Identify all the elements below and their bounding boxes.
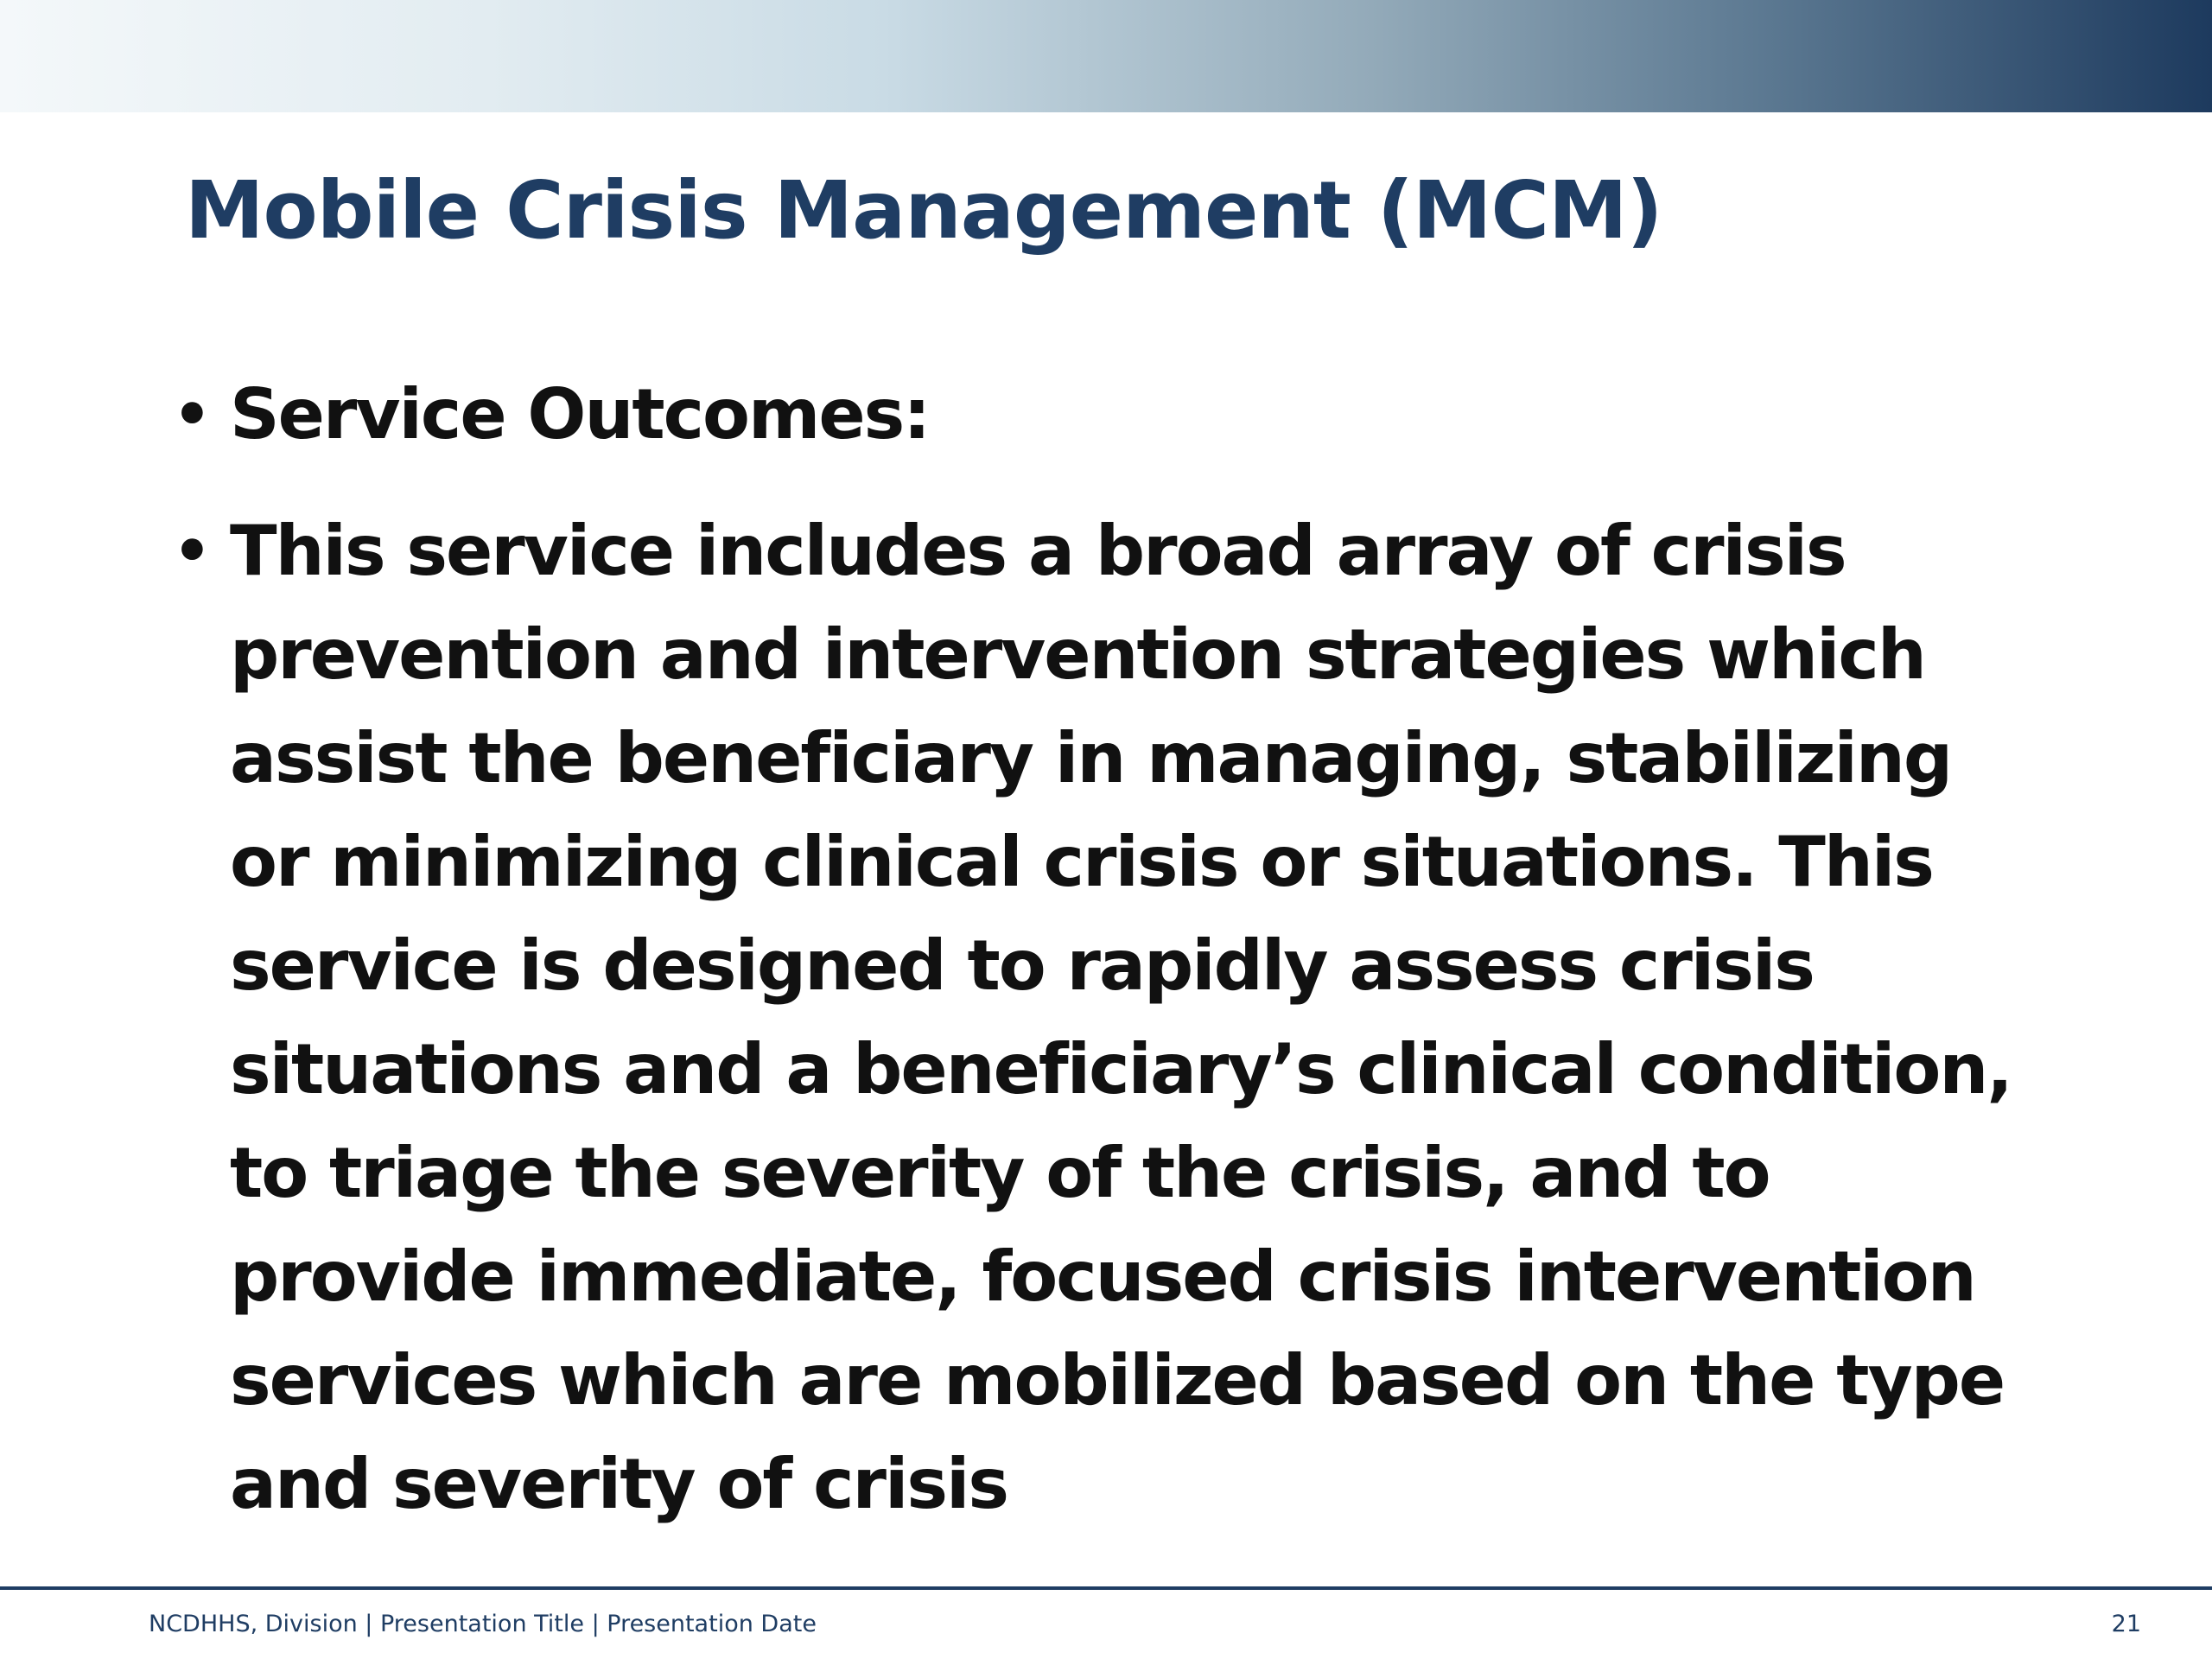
bullet-icon: •	[173, 516, 210, 587]
footer-text: NCDHHS, Division | Presentation Title | Presentation Date	[149, 1611, 817, 1637]
bullet-text: This service includes a broad array of crisis prevention and intervention strategies which assist the beneficiary in managing, stabilizing or minimizing clinical crisis or situations. This service is designed to rapidly assess crisis situations and a beneficiary’s clinical condition, to triage the severity of the crisis, and to provide immediate, focused crisis intervention services which are mobilized based on the type and severity of crisis	[230, 511, 2012, 1524]
header-gradient-band	[0, 0, 2212, 112]
bullet-icon: •	[173, 379, 210, 450]
bullet-text: Service Outcomes:	[230, 374, 930, 454]
bullet-item	[173, 363, 2039, 467]
page-number: 21	[2111, 1611, 2141, 1637]
slide-title: Mobile Crisis Management (MCM)	[185, 164, 1662, 257]
bullet-list	[173, 363, 2039, 1536]
bullet-item	[173, 499, 2039, 1536]
footer-divider	[0, 1586, 2212, 1590]
